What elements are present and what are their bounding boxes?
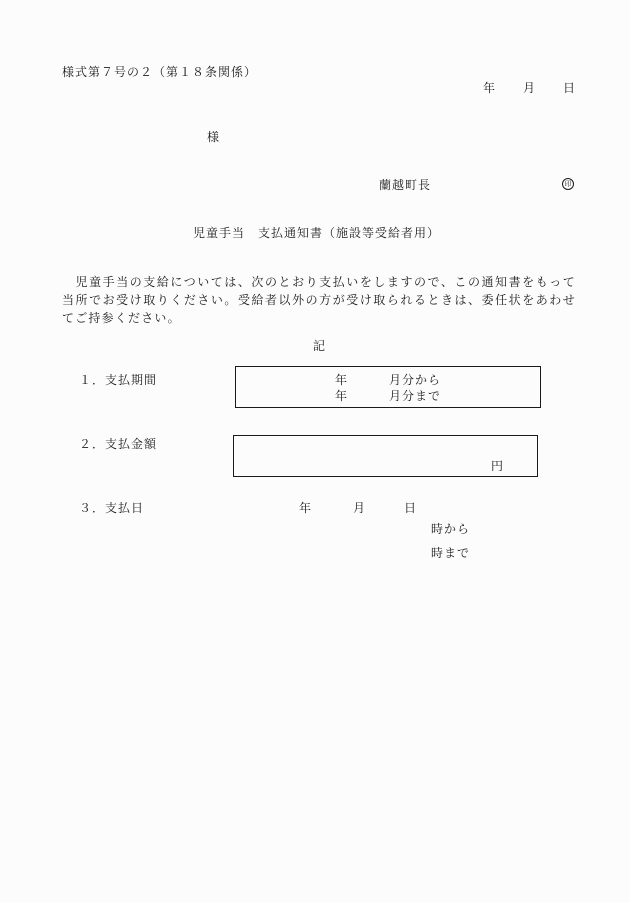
amount-unit-yen: 円 (491, 459, 505, 473)
period-to-year: 年 (335, 389, 349, 403)
seal-mark: 印 (562, 178, 574, 190)
form-number: 様式第７号の２（第１８条関係） (62, 65, 258, 79)
header-date-day: 日 (563, 81, 577, 95)
payment-amount-box (233, 435, 538, 477)
header-date-year: 年 (483, 81, 497, 95)
payment-amount-label: ２．支払金額 (79, 437, 158, 451)
document-title: 児童手当 支払通知書（施設等受給者用） (193, 226, 441, 240)
payment-date-label: ３．支払日 (79, 501, 145, 515)
ki-marker: 記 (313, 339, 327, 353)
payment-date-year: 年 (299, 501, 313, 515)
notice-body-text: 児童手当の支給については、次のとおり支払いをしますので、この通知書をもって当所でお受け取りください。受給者以外の方が受け取られるときは、委任状をあわせてご持参ください。 (62, 275, 576, 325)
payment-time-to: 時まで (431, 546, 471, 560)
period-to-month: 月分まで (389, 389, 442, 403)
payment-date-month: 月 (353, 501, 367, 515)
payment-period-label: １．支払期間 (79, 373, 158, 387)
period-from-year: 年 (335, 373, 349, 387)
payment-time-from: 時から (431, 522, 471, 536)
issuer-name: 蘭越町長 (379, 178, 432, 192)
recipient-honorific: 様 (207, 130, 221, 144)
period-from-month: 月分から (389, 373, 442, 387)
payment-date-day: 日 (404, 501, 418, 515)
payment-period-box (235, 366, 541, 408)
header-date-month: 月 (523, 81, 537, 95)
